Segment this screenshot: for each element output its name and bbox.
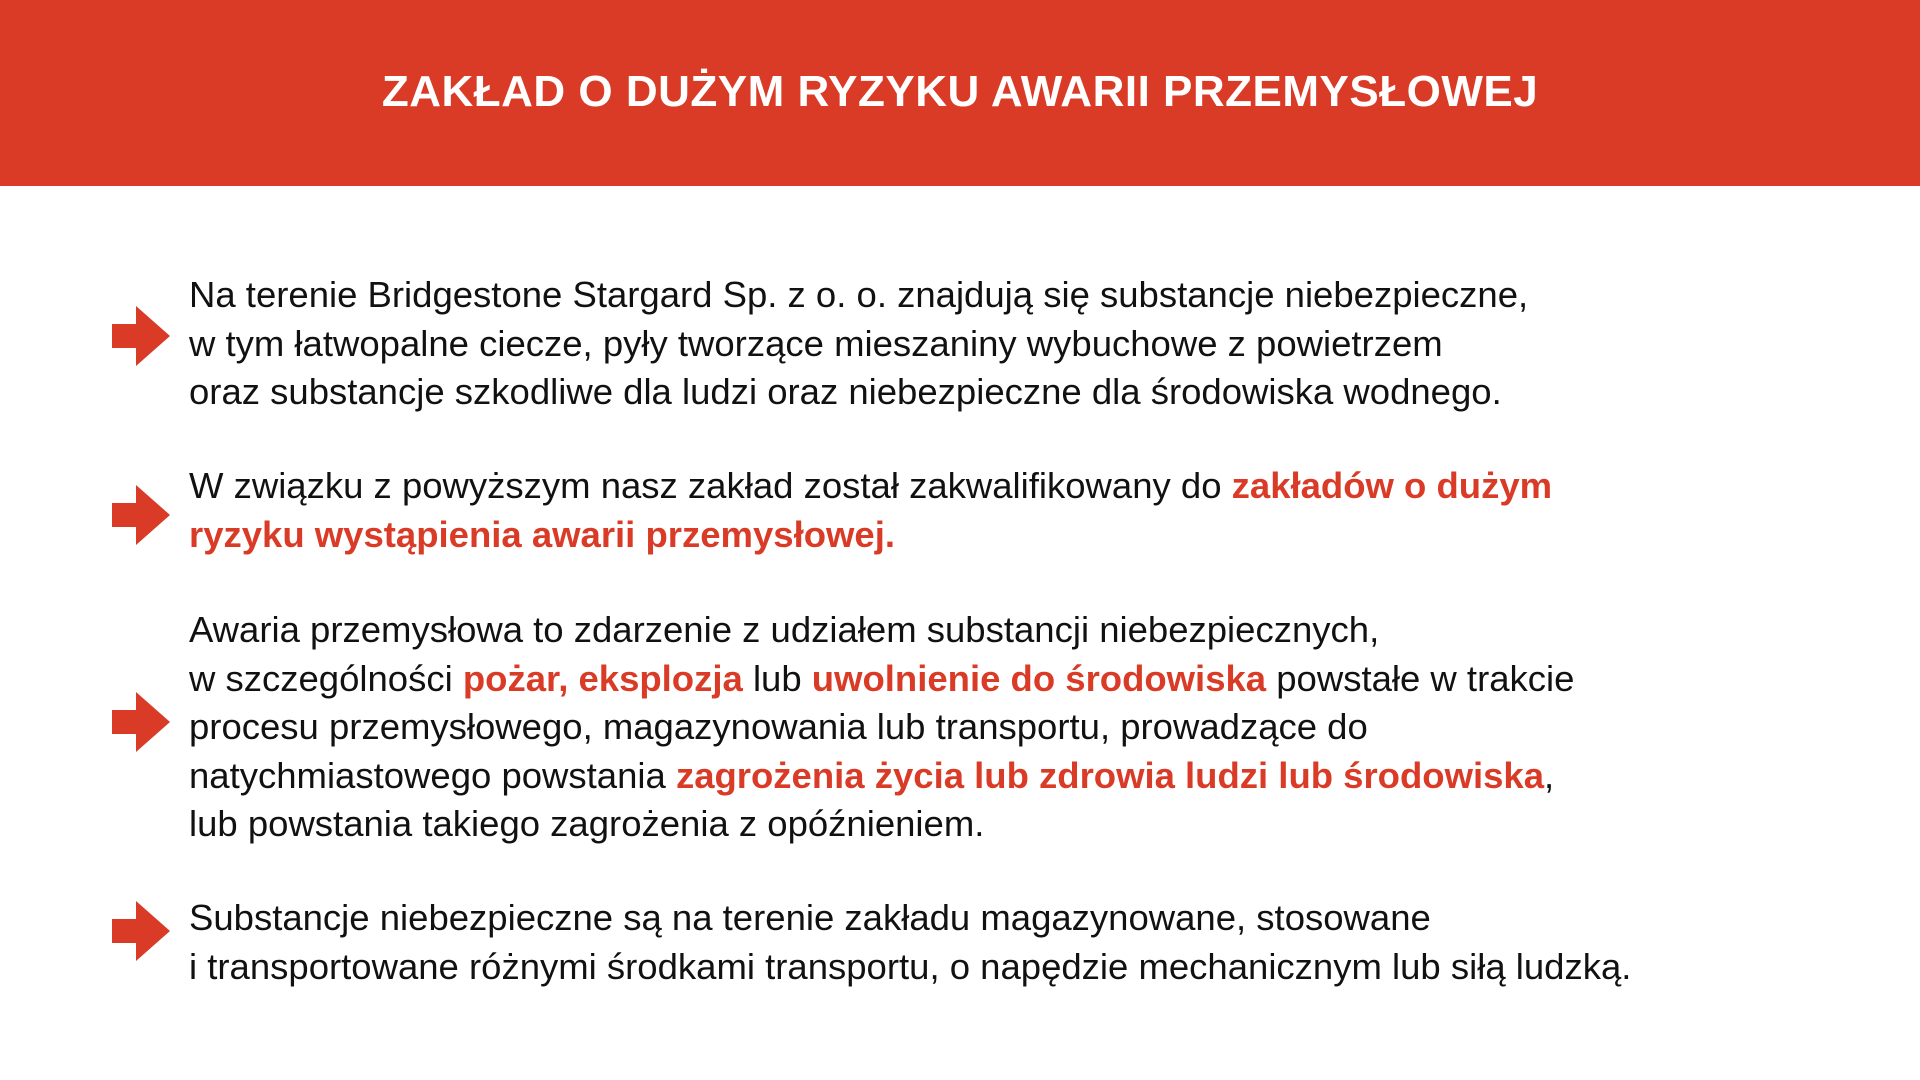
right-arrow-icon: [112, 485, 170, 545]
paragraph-line: i transportowane różnymi środkami transportu, o napędzie mechanicznym lub siłą ludzką.: [189, 945, 1632, 987]
paragraph-text: W związku z powyższym nasz zakład został zakwalifikowany do: [189, 465, 1232, 506]
paragraph-text: natychmiastowego powstania: [189, 754, 676, 796]
paragraph-line: [189, 752, 1889, 801]
paragraph-line: [189, 655, 1889, 704]
paragraph-definition: [189, 606, 1889, 849]
paragraph-text: ,: [1544, 754, 1555, 796]
paragraph-text: powstałe w trakcie: [1266, 657, 1575, 699]
paragraph-line: Na terenie Bridgestone Stargard Sp. z o. o. znajdują się substancje niebezpieczne,: [189, 274, 1529, 315]
right-arrow-icon: [112, 901, 170, 961]
paragraph-line: w tym łatwopalne ciecze, pyły tworzące mieszaniny wybuchowe z powietrzem: [189, 322, 1443, 364]
highlight-text: pożar, eksplozja: [462, 657, 743, 699]
highlight-text: ryzyku wystąpienia awarii przemysłowej.: [189, 513, 895, 555]
paragraph-transport: [189, 894, 1889, 991]
highlight-text: zakładów o dużym: [1231, 465, 1553, 506]
paragraph-line: lub powstania takiego zagrożenia z opóźnieniem.: [189, 803, 985, 844]
paragraph-text: lub: [742, 657, 812, 699]
highlight-text: uwolnienie do środowiska: [811, 657, 1267, 699]
paragraph-line: Awaria przemysłowa to zdarzenie z udziałem substancji niebezpiecznych,: [189, 609, 1380, 650]
paragraph-classification: [189, 462, 1889, 559]
right-arrow-icon: [112, 692, 170, 752]
paragraph-substances: [189, 271, 1889, 417]
paragraph-line: oraz substancje szkodliwe dla ludzi oraz niebezpieczne dla środowiska wodnego.: [189, 371, 1502, 412]
page-title: ZAKŁAD O DUŻYM RYZYKU AWARII PRZEMYSŁOWEJ: [381, 67, 1539, 116]
right-arrow-icon: [112, 306, 170, 366]
paragraph-line: procesu przemysłowego, magazynowania lub transportu, prowadzące do: [189, 706, 1368, 747]
highlight-text: zagrożenia życia lub zdrowia ludzi lub środowiska: [675, 754, 1545, 796]
paragraph-line: Substancje niebezpieczne są na terenie zakładu magazynowane, stosowane: [189, 897, 1431, 938]
paragraph-text: w szczególności: [189, 657, 463, 699]
paragraph-line: [189, 462, 1889, 511]
